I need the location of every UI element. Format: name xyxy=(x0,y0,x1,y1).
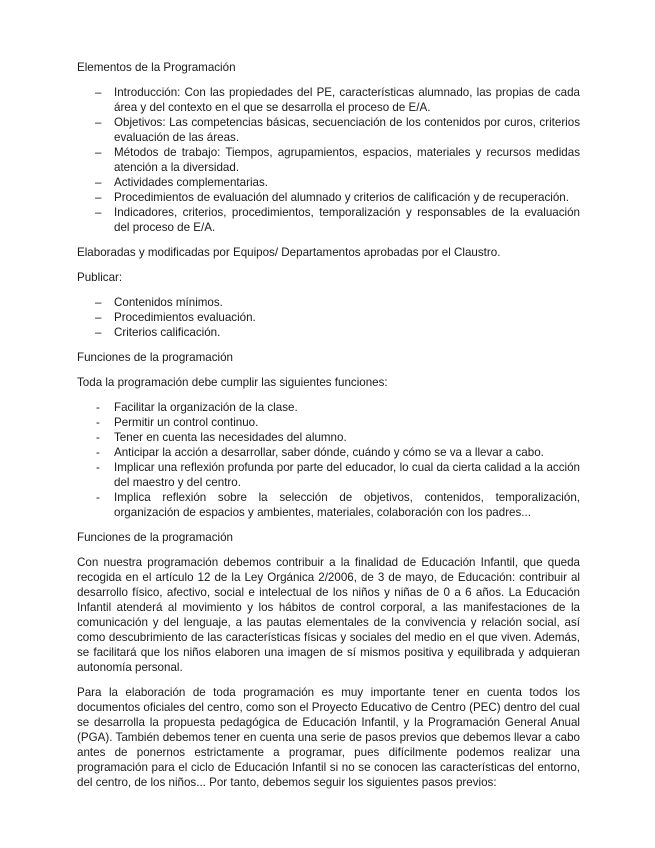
list-item xyxy=(77,325,580,340)
funciones-intro: Toda la programación debe cumplir las siguientes funciones: xyxy=(77,376,388,389)
section-heading-publicar: Publicar: xyxy=(77,271,123,284)
dash-bullet: - xyxy=(96,446,100,459)
paragraph-finalidad: Con nuestra programación debemos contribuir a la finalidad de Educación Infantil, que queda recogida en el artículo 12 de la Ley Orgánica 2/2006, de 3 de mayo, de Educación: contribuir al desarrollo físico, afectivo, social e intelectual de los niños y niñas de 0 a 6 años. La Educación Infantil atenderá al movimiento y los hábitos de control corporal, a las manifestaciones de la comunicación y del lenguaje, a las pautas elementales de la convivencia y relación social, así como descubrimiento de las características físicas y sociales del medio en el que viven. Además, se facilitará que los niños elaboren una imagen de sí mismos positiva y equilibrada y adquieran autonomía personal. xyxy=(77,556,580,674)
list-item xyxy=(77,490,580,520)
document-page xyxy=(77,60,580,800)
funciones-list xyxy=(77,400,580,520)
list-item xyxy=(77,310,580,325)
list-item xyxy=(77,190,580,205)
dash-bullet: – xyxy=(95,326,102,339)
list-item xyxy=(77,400,580,415)
dash-bullet: – xyxy=(95,146,102,159)
elementos-list xyxy=(77,85,580,235)
section-heading-funciones-2: Funciones de la programación xyxy=(77,531,233,544)
list-item xyxy=(77,145,580,175)
list-item xyxy=(77,175,580,190)
dash-bullet: - xyxy=(96,431,100,444)
dash-bullet: - xyxy=(96,401,100,414)
list-item-text: Criterios calificación. xyxy=(114,326,221,339)
dash-bullet: – xyxy=(95,296,102,309)
dash-bullet: – xyxy=(95,206,102,219)
section-heading-funciones: Funciones de la programación xyxy=(77,351,233,364)
list-item xyxy=(77,430,580,445)
list-item-text: Actividades complementarias. xyxy=(114,176,269,189)
approval-note: Elaboradas y modificadas por Equipos/ Departamentos aprobadas por el Claustro. xyxy=(77,246,501,259)
publicar-list xyxy=(77,295,580,340)
dash-bullet: – xyxy=(95,191,102,204)
list-item-text: Objetivos: Las competencias básicas, secuenciación de los contenidos por curos, criterios evaluación de las áreas. xyxy=(114,116,580,144)
list-item-text: Indicadores, criterios, procedimientos, temporalización y responsables de la evaluación del proceso de E/A. xyxy=(114,206,580,234)
list-item-text: Implicar una reflexión profunda por parte del educador, lo cual da cierta calidad a la acción del maestro y del centro. xyxy=(114,461,580,489)
dash-bullet: – xyxy=(95,116,102,129)
dash-bullet: - xyxy=(96,491,100,504)
list-item-text: Implica reflexión sobre la selección de objetivos, contenidos, temporalización, organización de espacios y ambientes, materiales, colaboración con los padres... xyxy=(114,491,580,519)
list-item-text: Contenidos mínimos. xyxy=(114,296,223,309)
list-item-text: Introducción: Con las propiedades del PE, características alumnado, las propias de cada área y del contexto en el que se desarrolla el proceso de E/A. xyxy=(114,86,580,114)
section-heading-elementos: Elementos de la Programación xyxy=(77,61,236,74)
list-item-text: Facilitar la organización de la clase. xyxy=(114,401,298,414)
dash-bullet: – xyxy=(95,176,102,189)
list-item xyxy=(77,295,580,310)
paragraph-elaboracion: Para la elaboración de toda programación es muy importante tener en cuenta todos los documentos oficiales del centro, como son el Proyecto Educativo de Centro (PEC) dentro del cual se desarrolla la propuesta pedagógica de Educación Infantil, y la Programación General Anual (PGA). También debemos tener en cuenta una serie de pasos previos que debemos llevar a cabo antes de ponernos estrictamente a programar, pues difícilmente podemos realizar una programación para el ciclo de Educación Infantil si no se conocen las características del entorno, del centro, de los niños... Por tanto, debemos seguir los siguientes pasos previos: xyxy=(77,686,580,789)
dash-bullet: - xyxy=(96,461,100,474)
dash-bullet: – xyxy=(95,86,102,99)
list-item xyxy=(77,445,580,460)
list-item-text: Permitir un control continuo. xyxy=(114,416,259,429)
dash-bullet: – xyxy=(95,311,102,324)
list-item-text: Procedimientos evaluación. xyxy=(114,311,256,324)
list-item-text: Procedimientos de evaluación del alumnado y criterios de calificación y de recuperación. xyxy=(114,191,569,204)
list-item-text: Tener en cuenta las necesidades del alumno. xyxy=(114,431,347,444)
list-item xyxy=(77,115,580,145)
list-item-text: Métodos de trabajo: Tiempos, agrupamientos, espacios, materiales y recursos medidas atención a la diversidad. xyxy=(114,146,580,174)
dash-bullet: - xyxy=(96,416,100,429)
list-item xyxy=(77,460,580,490)
list-item xyxy=(77,415,580,430)
list-item-text: Anticipar la acción a desarrollar, saber dónde, cuándo y cómo se va a llevar a cabo. xyxy=(114,446,544,459)
list-item xyxy=(77,85,580,115)
list-item xyxy=(77,205,580,235)
